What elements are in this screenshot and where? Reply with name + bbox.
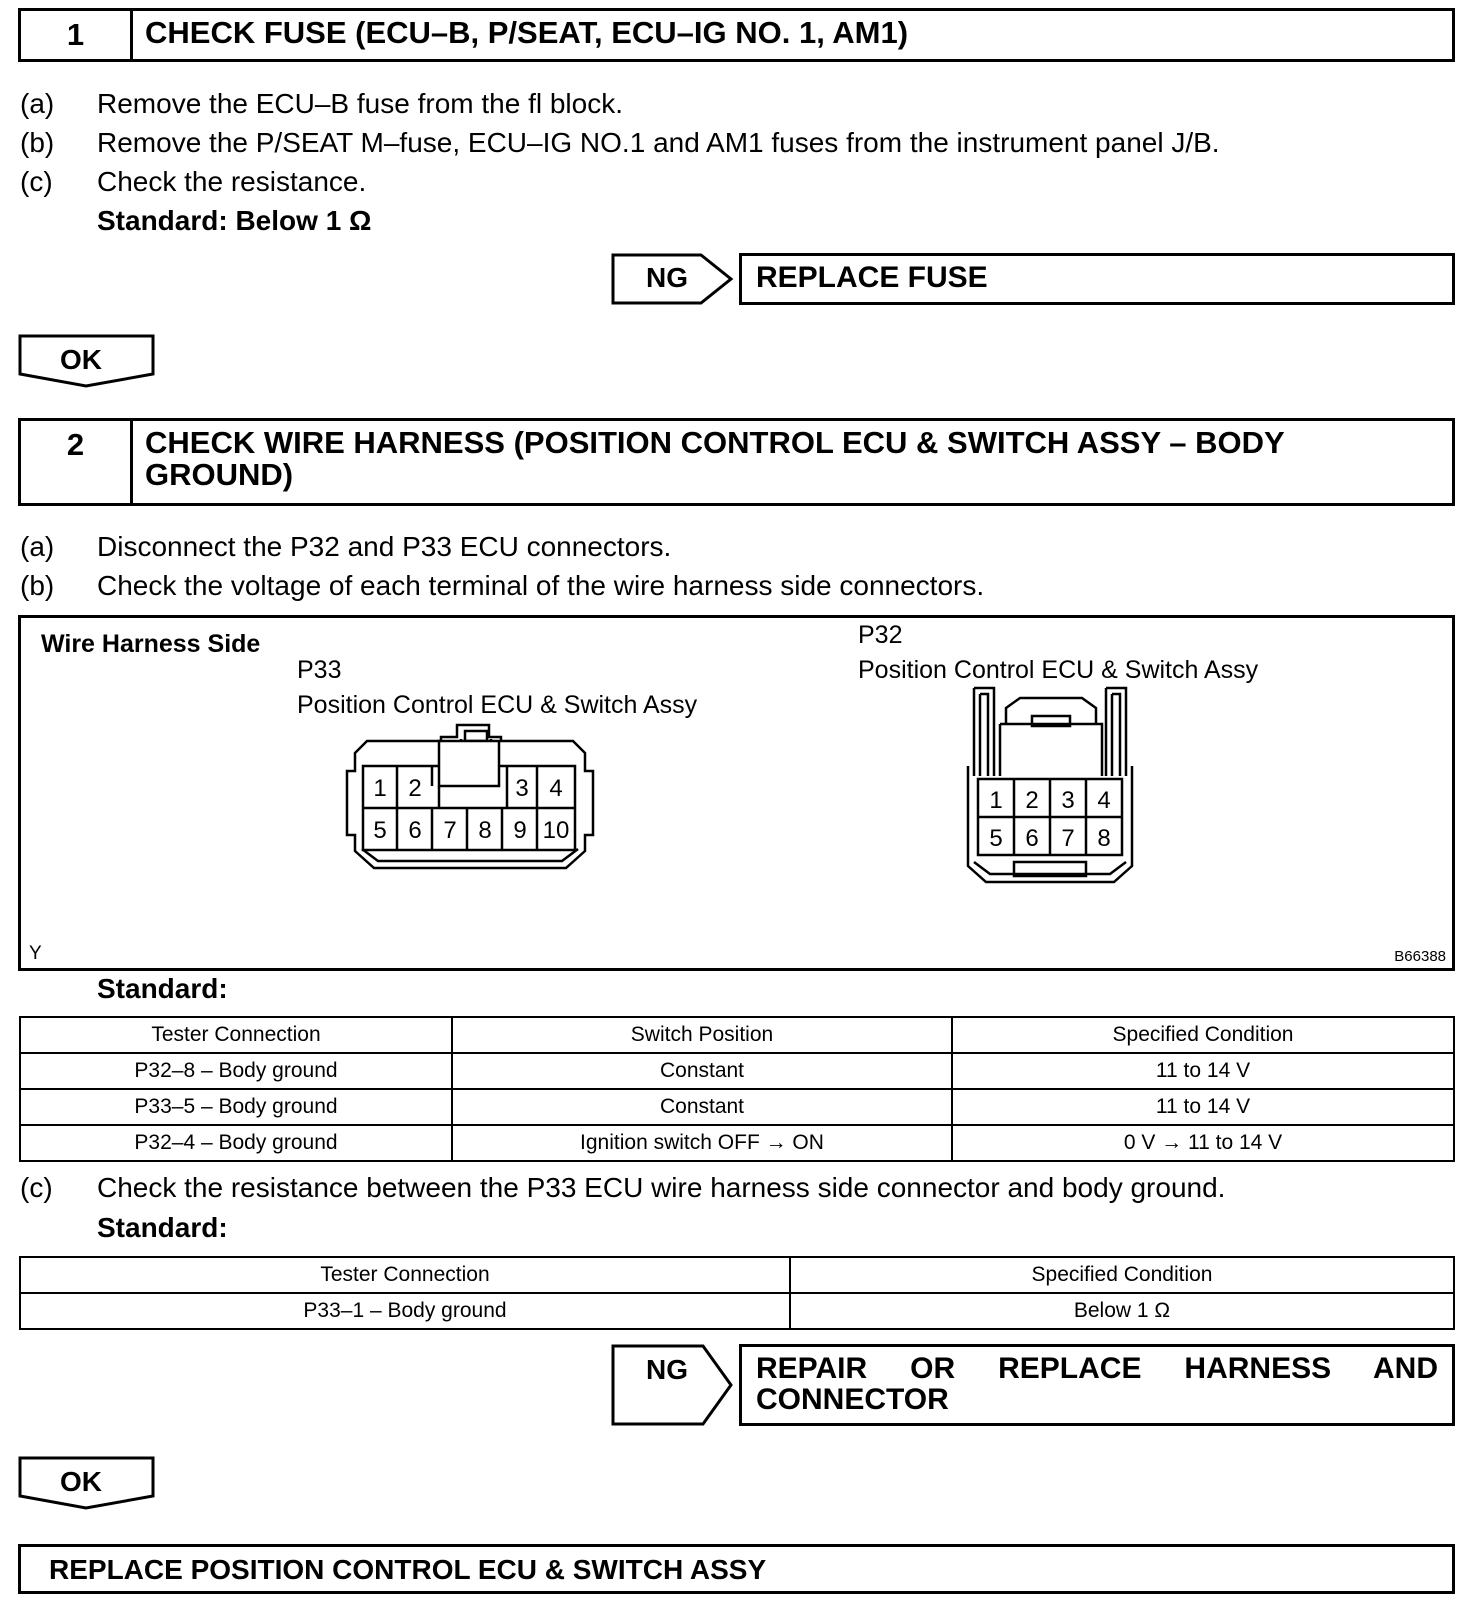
item-text: Remove the ECU–B fuse from the fl block.	[97, 88, 623, 119]
p33-pin-9: 9	[513, 817, 527, 844]
step1-header	[18, 8, 1455, 62]
p32-code: P32	[858, 621, 903, 649]
p32-pin-4: 4	[1097, 787, 1111, 814]
final-action	[18, 1544, 1455, 1594]
voltage-spec-table	[19, 1016, 1455, 1162]
step1-title: CHECK FUSE (ECU–B, P/SEAT, ECU–IG NO. 1, AM1)	[145, 15, 909, 50]
item-text: Disconnect the P32 and P33 ECU connectors.	[97, 531, 672, 562]
p32-pin-7: 7	[1061, 825, 1075, 852]
p33-pin-6: 6	[408, 817, 422, 844]
table-header-cell: Tester Connection	[20, 1257, 790, 1293]
table-header-cell: Tester Connection	[20, 1017, 452, 1053]
resistance-spec-table	[19, 1256, 1455, 1330]
table-header-row	[20, 1257, 1454, 1293]
p33-pin-5: 5	[373, 817, 387, 844]
standard-label-1: Standard:	[97, 973, 228, 1004]
table-header-cell: Specified Condition	[952, 1017, 1454, 1053]
item-text: Remove the P/SEAT M–fuse, ECU–IG NO.1 and AM1 fuses from the instrument panel J/B.	[97, 127, 1220, 158]
p32-pin-5: 5	[989, 825, 1003, 852]
table-header-row	[20, 1017, 1454, 1053]
table-header-cell: Specified Condition	[790, 1257, 1454, 1293]
p33-code: P33	[297, 656, 342, 684]
p32-pin-2: 2	[1025, 787, 1039, 814]
item-label: (c)	[20, 166, 53, 197]
p33-pin-2: 2	[408, 775, 422, 802]
step2-header	[18, 418, 1455, 506]
step2-title: CHECK WIRE HARNESS (POSITION CONTROL ECU & SWITCH ASSY – BODY GROUND)	[145, 425, 1285, 492]
step1-standard: Standard: Below 1 Ω	[97, 205, 372, 236]
step2-ng-action-line2: CONNECTOR	[756, 1383, 949, 1416]
table-cell: Ignition switch OFF → ON	[452, 1125, 952, 1161]
item-label: (a)	[20, 88, 55, 119]
table-cell: P33–5 – Body ground	[20, 1089, 452, 1125]
table-row	[20, 1053, 1454, 1089]
step1-ng-label: NG	[646, 262, 688, 293]
item-label: (c)	[20, 1172, 53, 1203]
p32-pin-3: 3	[1061, 787, 1075, 814]
p33-name: Position Control ECU & Switch Assy	[297, 691, 698, 719]
figure-heading: Wire Harness Side	[41, 630, 261, 658]
item-text: Check the resistance.	[97, 166, 367, 197]
p32-pin-1: 1	[989, 787, 1003, 814]
item-label: (b)	[20, 570, 55, 601]
p33-connector	[341, 723, 611, 885]
table-cell: Below 1 Ω	[790, 1293, 1454, 1329]
table-cell: P32–8 – Body ground	[20, 1053, 452, 1089]
final-action-title: REPLACE POSITION CONTROL ECU & SWITCH ASSY	[49, 1554, 767, 1585]
p32-pin-8: 8	[1097, 825, 1111, 852]
table-cell: 0 V → 11 to 14 V	[952, 1125, 1454, 1161]
item-label: (b)	[20, 127, 55, 158]
p33-pin-1: 1	[373, 775, 387, 802]
step1-number: 1	[21, 11, 133, 59]
p33-pin-3: 3	[515, 775, 529, 802]
p33-pin-7: 7	[443, 817, 457, 844]
step2-ng-action	[739, 1344, 1455, 1426]
corner-right-code: B66388	[1394, 948, 1446, 965]
step1-ng-action: REPLACE FUSE	[739, 253, 1455, 305]
table-row	[20, 1089, 1454, 1125]
item-text: Check the voltage of each terminal of the wire harness side connectors.	[97, 570, 985, 601]
step2-ng-action-line1: REPAIR OR REPLACE HARNESS AND	[756, 1352, 1438, 1385]
table-cell: Constant	[452, 1089, 952, 1125]
table-cell: P32–4 – Body ground	[20, 1125, 452, 1161]
p33-pin-8: 8	[478, 817, 492, 844]
p32-name: Position Control ECU & Switch Assy	[858, 656, 1259, 684]
item-label: (a)	[20, 531, 55, 562]
p32-connector	[964, 686, 1144, 904]
item-text: Check the resistance between the P33 ECU wire harness side connector and body ground.	[97, 1172, 1226, 1203]
standard-label-2: Standard:	[97, 1212, 228, 1243]
p32-pin-6: 6	[1025, 825, 1039, 852]
step2-number: 2	[21, 421, 133, 503]
step2-ok-label: OK	[60, 1466, 102, 1497]
p33-pin-10: 10	[542, 817, 570, 844]
table-cell: 11 to 14 V	[952, 1089, 1454, 1125]
step2-ng-label: NG	[646, 1354, 688, 1385]
step1-ok-label: OK	[60, 344, 102, 375]
table-row	[20, 1125, 1454, 1161]
table-cell: Constant	[452, 1053, 952, 1089]
table-cell: P33–1 – Body ground	[20, 1293, 790, 1329]
table-header-cell: Switch Position	[452, 1017, 952, 1053]
table-cell: 11 to 14 V	[952, 1053, 1454, 1089]
corner-left-code: Y	[29, 943, 42, 964]
connector-figure	[18, 615, 1455, 971]
p33-pin-4: 4	[549, 775, 563, 802]
table-row	[20, 1293, 1454, 1329]
